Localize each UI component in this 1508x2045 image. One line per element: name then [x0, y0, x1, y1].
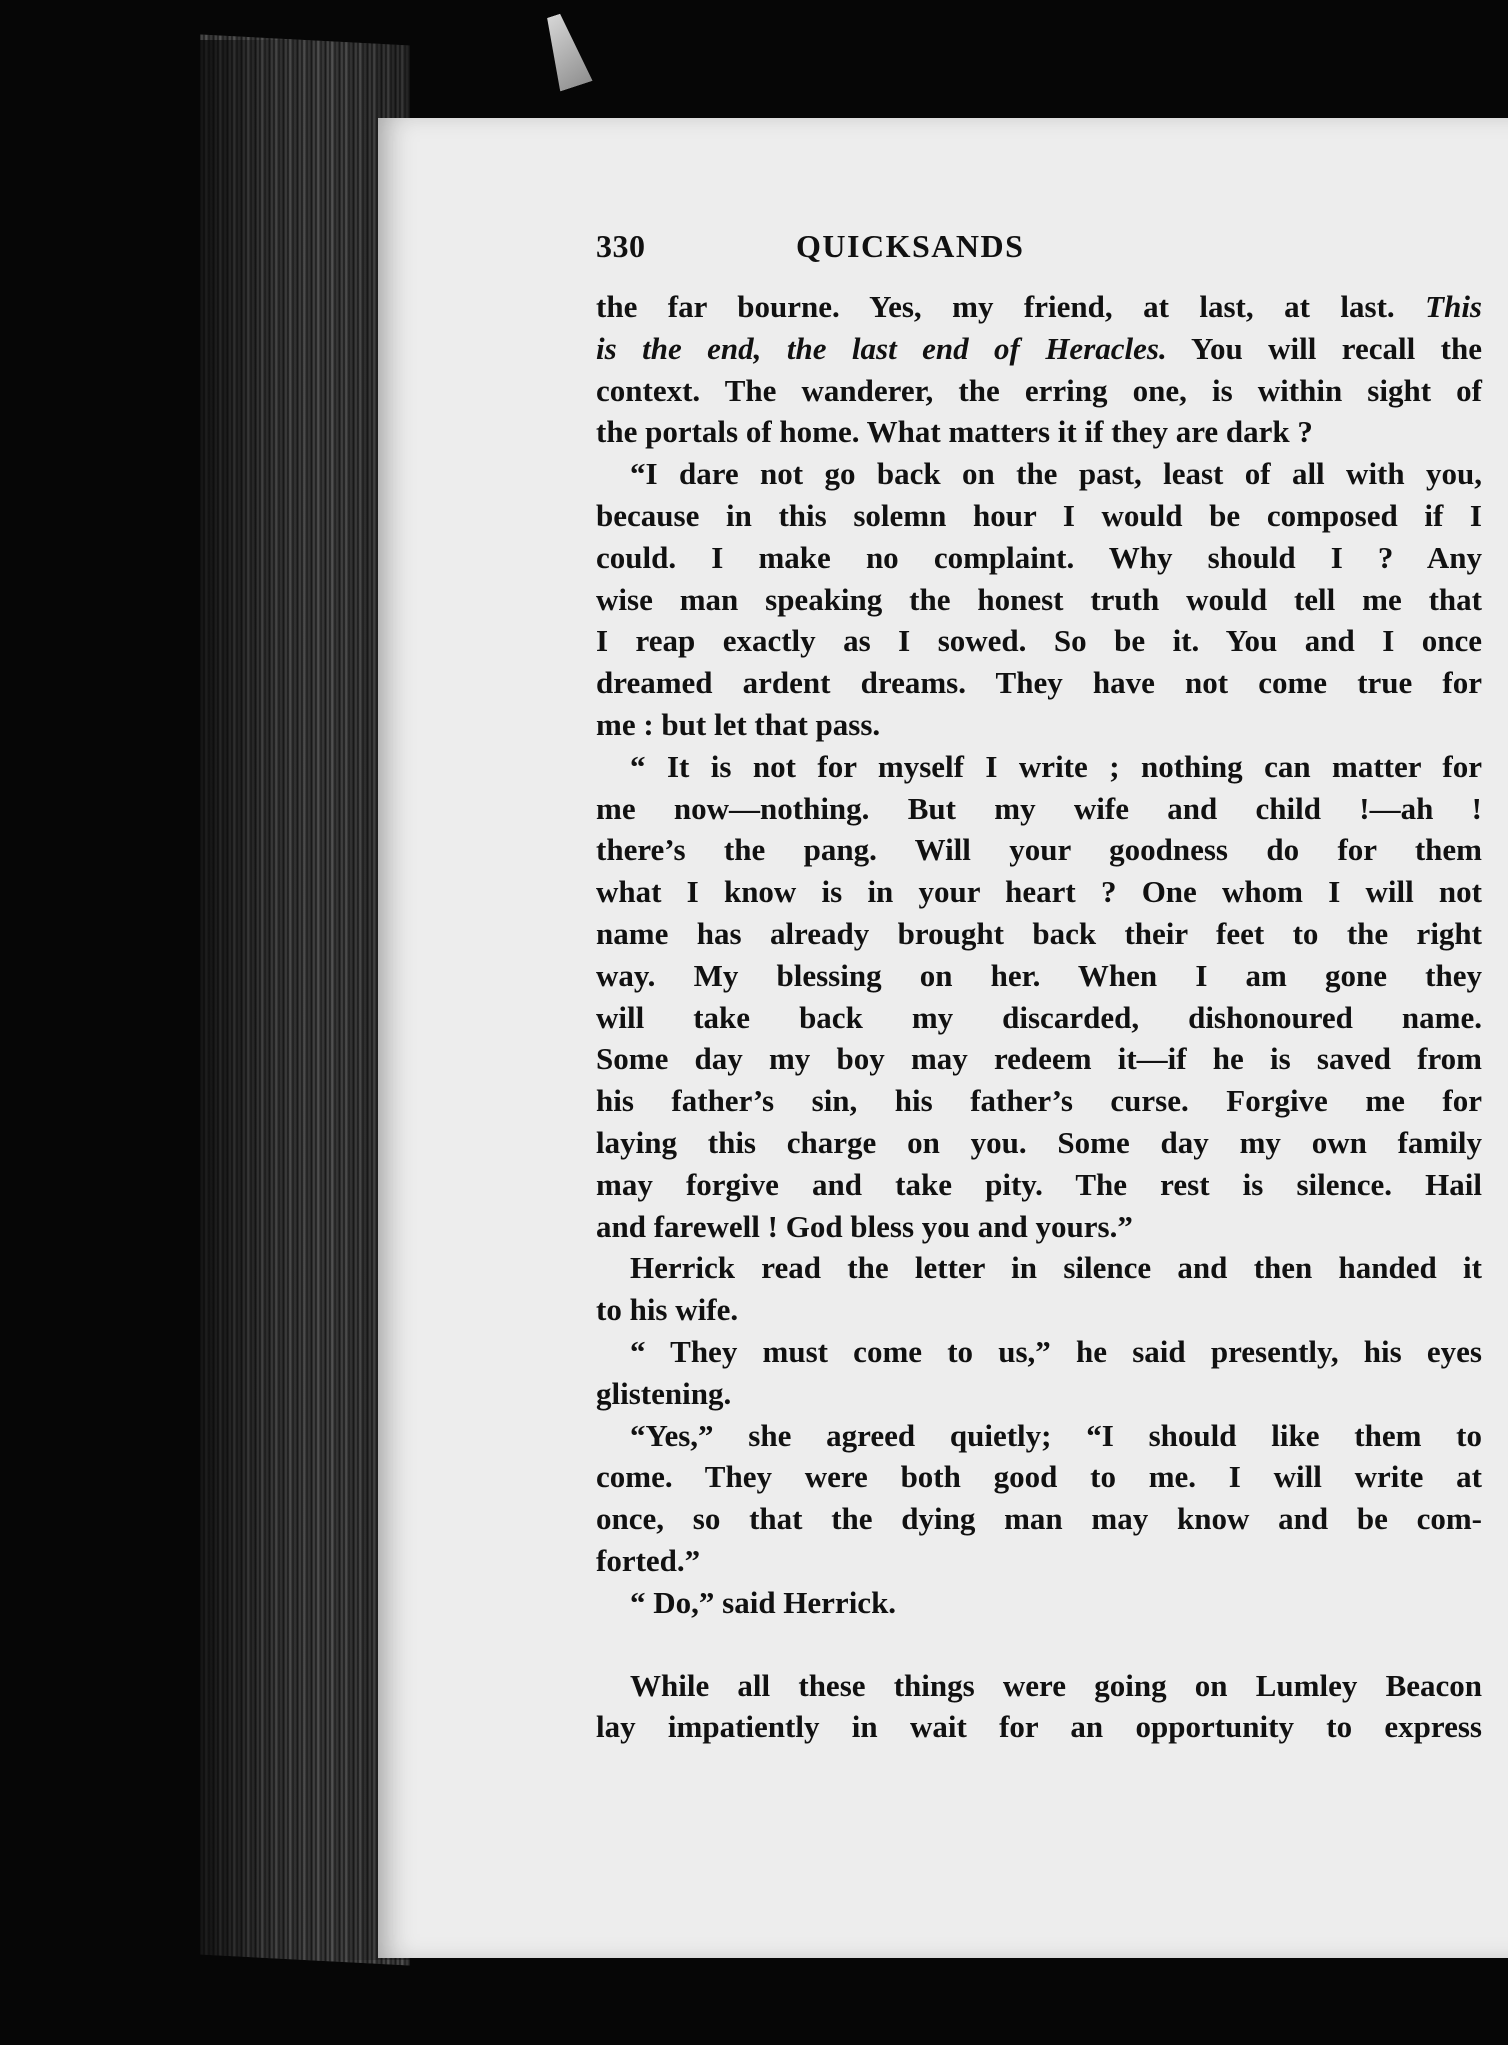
text-line: his father’s sin, his father’s curse. Forgive me for [596, 1083, 1482, 1119]
italic-text: This [1425, 289, 1482, 324]
text-line: “ Do,” said Herrick. [630, 1584, 897, 1620]
text-line: is the end, the last end of Heracles. You will recall the [596, 330, 1482, 366]
text-line: context. The wanderer, the erring one, is within sight of [596, 372, 1482, 408]
text-line: dreamed ardent dreams. They have not come true for [596, 665, 1482, 701]
paragraph-7 [596, 1582, 1482, 1624]
text-line: what I know is in your heart ? One whom I will not [596, 874, 1482, 910]
paragraph-5 [596, 1331, 1482, 1415]
text-line: laying this charge on you. Some day my own family [596, 1124, 1482, 1160]
text-line: Herrick read the letter in silence and then handed it [630, 1250, 1482, 1286]
text-line: may forgive and take pity. The rest is silence. Hail [596, 1166, 1482, 1202]
text-line: Some day my boy may redeem it—if he is saved from [596, 1041, 1482, 1077]
text-line: me now—nothing. But my wife and child !—ah ! [596, 790, 1482, 826]
book-title: QUICKSANDS [796, 228, 1025, 264]
paragraph-6 [596, 1415, 1482, 1582]
text-line: name has already brought back their feet to the right [596, 915, 1482, 951]
text-line: to his wife. [596, 1292, 739, 1328]
book-page [378, 118, 1508, 1958]
bookmark-ribbon [537, 11, 592, 92]
page-text [596, 226, 1482, 1748]
text-line: “I dare not go back on the past, least of all with you, [630, 456, 1482, 492]
paragraph-8 [596, 1665, 1482, 1749]
page-number: 330 [596, 228, 646, 264]
text-line: because in this solemn hour I would be composed if I [596, 497, 1482, 533]
text-line: once, so that the dying man may know and be com- [596, 1501, 1482, 1537]
text-line: there’s the pang. Will your goodness do for them [596, 832, 1482, 868]
paragraph-3 [596, 746, 1482, 1248]
text-line: way. My blessing on her. When I am gone they [596, 957, 1482, 993]
text-line: forted.” [596, 1542, 701, 1578]
text-line: glistening. [596, 1375, 732, 1411]
text-line: While all these things were going on Lumley Beacon [630, 1667, 1482, 1703]
text-line: and farewell ! God bless you and yours.” [596, 1208, 1133, 1244]
text-line: “Yes,” she agreed quietly; “I should like them to [630, 1417, 1482, 1453]
text-line: will take back my discarded, dishonoured name. [596, 999, 1482, 1035]
text-line: “ They must come to us,” he said presently, his eyes [630, 1333, 1482, 1369]
text-line: the far bourne. Yes, my friend, at last, at last. This [596, 289, 1482, 324]
text-line: could. I make no complaint. Why should I ? Any [596, 539, 1482, 575]
text-line: “ It is not for myself I write ; nothing can matter for [630, 748, 1482, 784]
paragraph-4 [596, 1247, 1482, 1331]
italic-text: is the end, the last end of Heracles. [596, 330, 1167, 366]
paragraph-1 [596, 286, 1482, 453]
text-line: I reap exactly as I sowed. So be it. You and I once [596, 623, 1482, 659]
running-head [596, 226, 1482, 284]
text-line: lay impatiently in wait for an opportunity to express [596, 1709, 1482, 1745]
text-line: wise man speaking the honest truth would tell me that [596, 581, 1482, 617]
text-line: the portals of home. What matters it if they are dark ? [596, 414, 1313, 450]
text-line: me : but let that pass. [596, 706, 881, 742]
text-line: come. They were both good to me. I will write at [596, 1459, 1482, 1495]
paragraph-2 [596, 453, 1482, 746]
